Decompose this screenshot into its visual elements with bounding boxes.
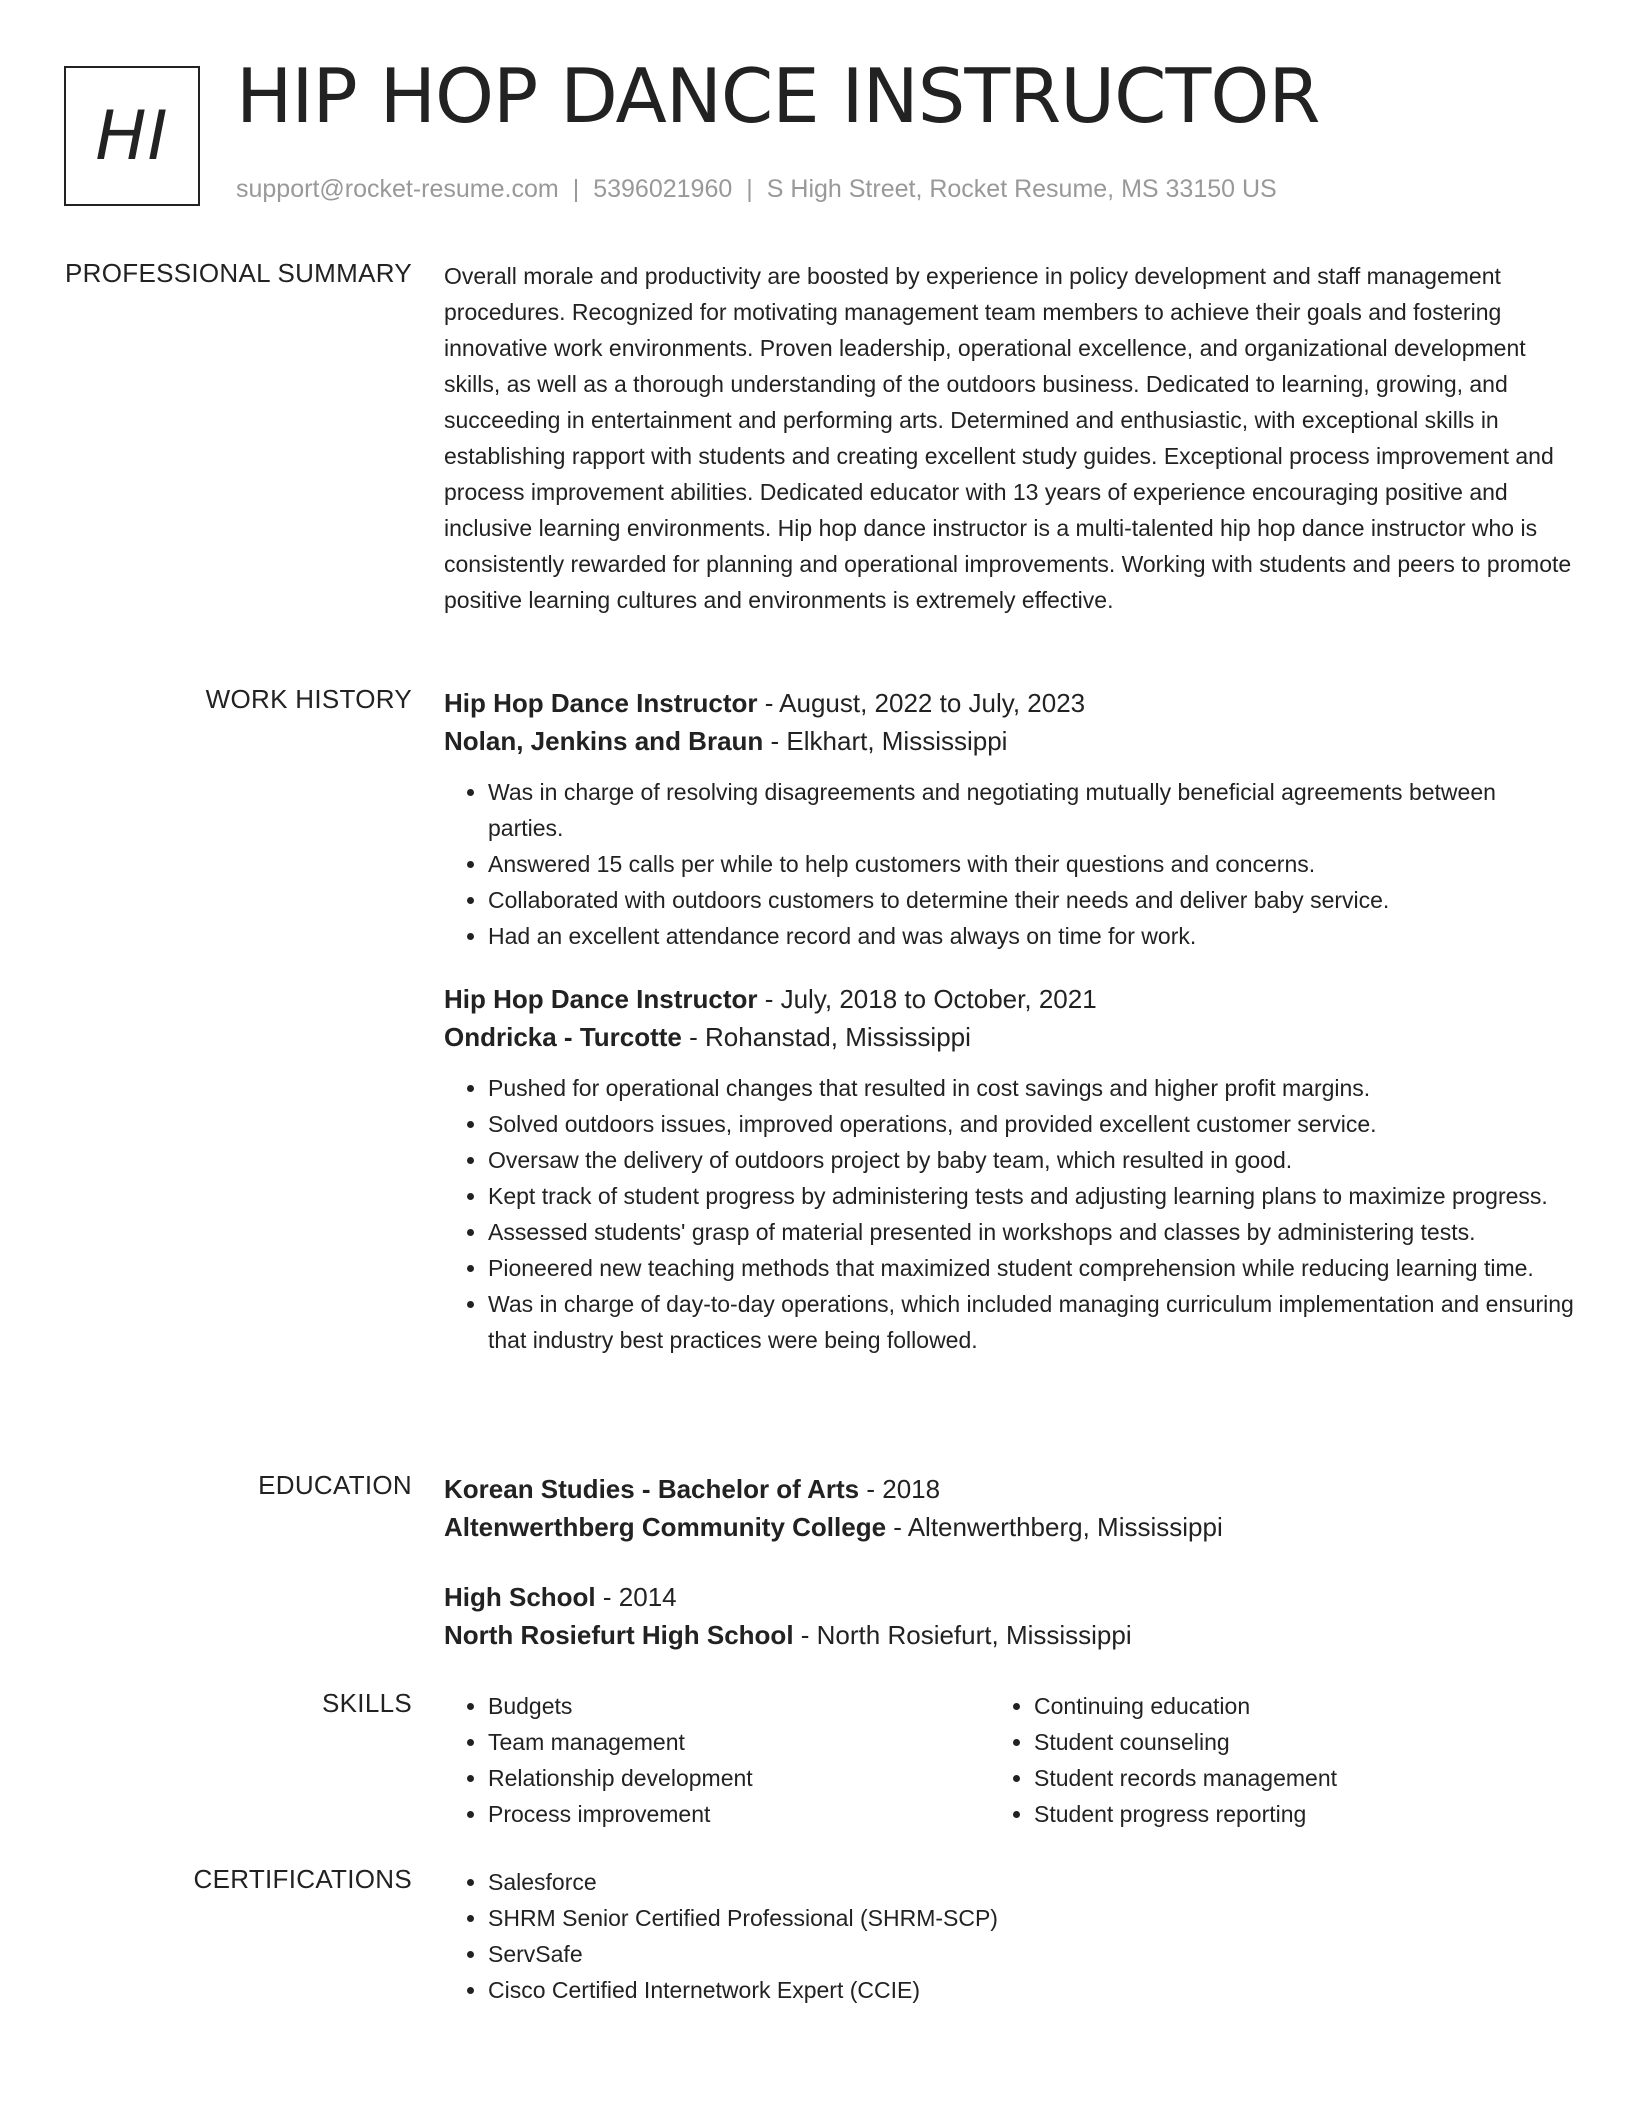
job-company-line: [444, 1018, 1574, 1056]
certification-item: • Cisco Certified Internetwork Expert (CCIE): [488, 1972, 1574, 2008]
job-bullet: • Was in charge of resolving disagreements and negotiating mutually beneficial agreements between parties.: [488, 774, 1574, 846]
certification-item: • Salesforce: [488, 1864, 1574, 1900]
job-title-line: [444, 684, 1574, 722]
job-bullets: [444, 774, 1574, 954]
job-entry: [444, 980, 1574, 1358]
job-company: Nolan, Jenkins and Braun: [444, 726, 764, 756]
skill-item: • Process improvement: [488, 1796, 990, 1832]
summary-content: [444, 258, 1574, 618]
job-title-line: [444, 980, 1574, 1018]
monogram-badge: HI: [64, 66, 200, 206]
certifications-list: [444, 1864, 1574, 2008]
degree-line: [444, 1470, 1574, 1508]
skill-item: • Student counseling: [1034, 1724, 1536, 1760]
certifications-label: CERTIFICATIONS: [193, 1864, 412, 1894]
skill-item: • Budgets: [488, 1688, 990, 1724]
skill-item: • Student records management: [1034, 1760, 1536, 1796]
contact-address: S High Street, Rocket Resume, MS 33150 US: [766, 175, 1277, 203]
job-bullet: • Oversaw the delivery of outdoors project by baby team, which resulted in good.: [488, 1142, 1574, 1178]
certification-item: • SHRM Senior Certified Professional (SHRM-SCP): [488, 1900, 1574, 1936]
skill-item: • Continuing education: [1034, 1688, 1536, 1724]
degree-line: [444, 1578, 1574, 1616]
job-bullet: • Had an excellent attendance record and was always on time for work.: [488, 918, 1574, 954]
job-bullet: • Assessed students' grasp of material presented in workshops and classes by administering tests.: [488, 1214, 1574, 1250]
candidate-name: HIP HOP DANCE INSTRUCTOR: [236, 52, 1320, 140]
skills-list-left: [444, 1688, 990, 1832]
skill-item: • Relationship development: [488, 1760, 990, 1796]
certifications-content: [444, 1864, 1574, 2008]
job-bullet: • Solved outdoors issues, improved operations, and provided excellent customer service.: [488, 1106, 1574, 1142]
skills-content: [444, 1688, 1574, 1832]
work-history-content: [444, 684, 1574, 1358]
degree-name: Korean Studies - Bachelor of Arts: [444, 1474, 860, 1504]
school-line: [444, 1616, 1574, 1654]
job-bullet: • Answered 15 calls per while to help customers with their questions and concerns.: [488, 846, 1574, 882]
job-company-line: [444, 722, 1574, 760]
job-entry: [444, 684, 1574, 954]
job-bullet: • Collaborated with outdoors customers to determine their needs and deliver baby service.: [488, 882, 1574, 918]
contact-line: [236, 175, 1277, 204]
certification-item: • ServSafe: [488, 1936, 1574, 1972]
job-dates: - July, 2018 to October, 2021: [757, 984, 1097, 1014]
summary-label: PROFESSIONAL SUMMARY: [65, 258, 412, 288]
education-label: EDUCATION: [258, 1470, 412, 1500]
graduation-year: - 2014: [595, 1582, 677, 1612]
job-bullet: • Pushed for operational changes that resulted in cost savings and higher profit margins.: [488, 1070, 1574, 1106]
contact-phone: 5396021960: [593, 175, 733, 203]
skills-list-right: [990, 1688, 1536, 1832]
job-bullet: • Was in charge of day-to-day operations, which included managing curriculum implementation and ensuring that industry best practices were being followed.: [488, 1286, 1574, 1358]
school-location: - North Rosiefurt, Mississippi: [793, 1620, 1132, 1650]
skills-label: SKILLS: [322, 1688, 412, 1718]
school-name: Altenwerthberg Community College: [444, 1512, 887, 1542]
job-dates: - August, 2022 to July, 2023: [757, 688, 1086, 718]
job-company: Ondricka - Turcotte: [444, 1022, 682, 1052]
school-name: North Rosiefurt High School: [444, 1620, 794, 1650]
summary-text: Overall morale and productivity are boosted by experience in policy development and staff management procedures. Recognized for motivating management team members to achieve their goals and fostering innovative work environments. Proven leadership, operational excellence, and organizational development skills, as well as a thorough understanding of the outdoors business. Dedicated to learning, growing, and succeeding in entertainment and performing arts. Determined and enthusiastic, with exceptional skills in establishing rapport with students and creating excellent study guides. Exceptional process improvement and process improvement abilities. Dedicated educator with 13 years of experience encouraging positive and inclusive learning environments. Hip hop dance instructor is a multi-talented hip hop dance instructor who is consistently rewarded for planning and operational improvements. Working with students and peers to promote positive learning cultures and environments is extremely effective.: [444, 263, 1572, 613]
contact-separator: |: [572, 175, 580, 203]
school-line: [444, 1508, 1574, 1546]
job-title: Hip Hop Dance Instructor: [444, 688, 758, 718]
job-bullet: • Pioneered new teaching methods that maximized student comprehension while reducing learning time.: [488, 1250, 1574, 1286]
job-bullets: [444, 1070, 1574, 1358]
skill-item: • Team management: [488, 1724, 990, 1760]
education-content: [444, 1470, 1574, 1654]
skill-item: • Student progress reporting: [1034, 1796, 1536, 1832]
job-location: - Elkhart, Mississippi: [763, 726, 1008, 756]
job-bullet: • Kept track of student progress by administering tests and adjusting learning plans to maximize progress.: [488, 1178, 1574, 1214]
education-entry: [444, 1578, 1574, 1654]
graduation-year: - 2018: [859, 1474, 941, 1504]
education-entry: [444, 1470, 1574, 1546]
job-title: Hip Hop Dance Instructor: [444, 984, 758, 1014]
work-history-label: WORK HISTORY: [205, 684, 412, 714]
contact-separator: |: [746, 175, 753, 203]
job-location: - Rohanstad, Mississippi: [681, 1022, 971, 1052]
contact-email: support@rocket-resume.com: [236, 175, 559, 203]
degree-name: High School: [444, 1582, 596, 1612]
school-location: - Altenwerthberg, Mississippi: [886, 1512, 1223, 1542]
